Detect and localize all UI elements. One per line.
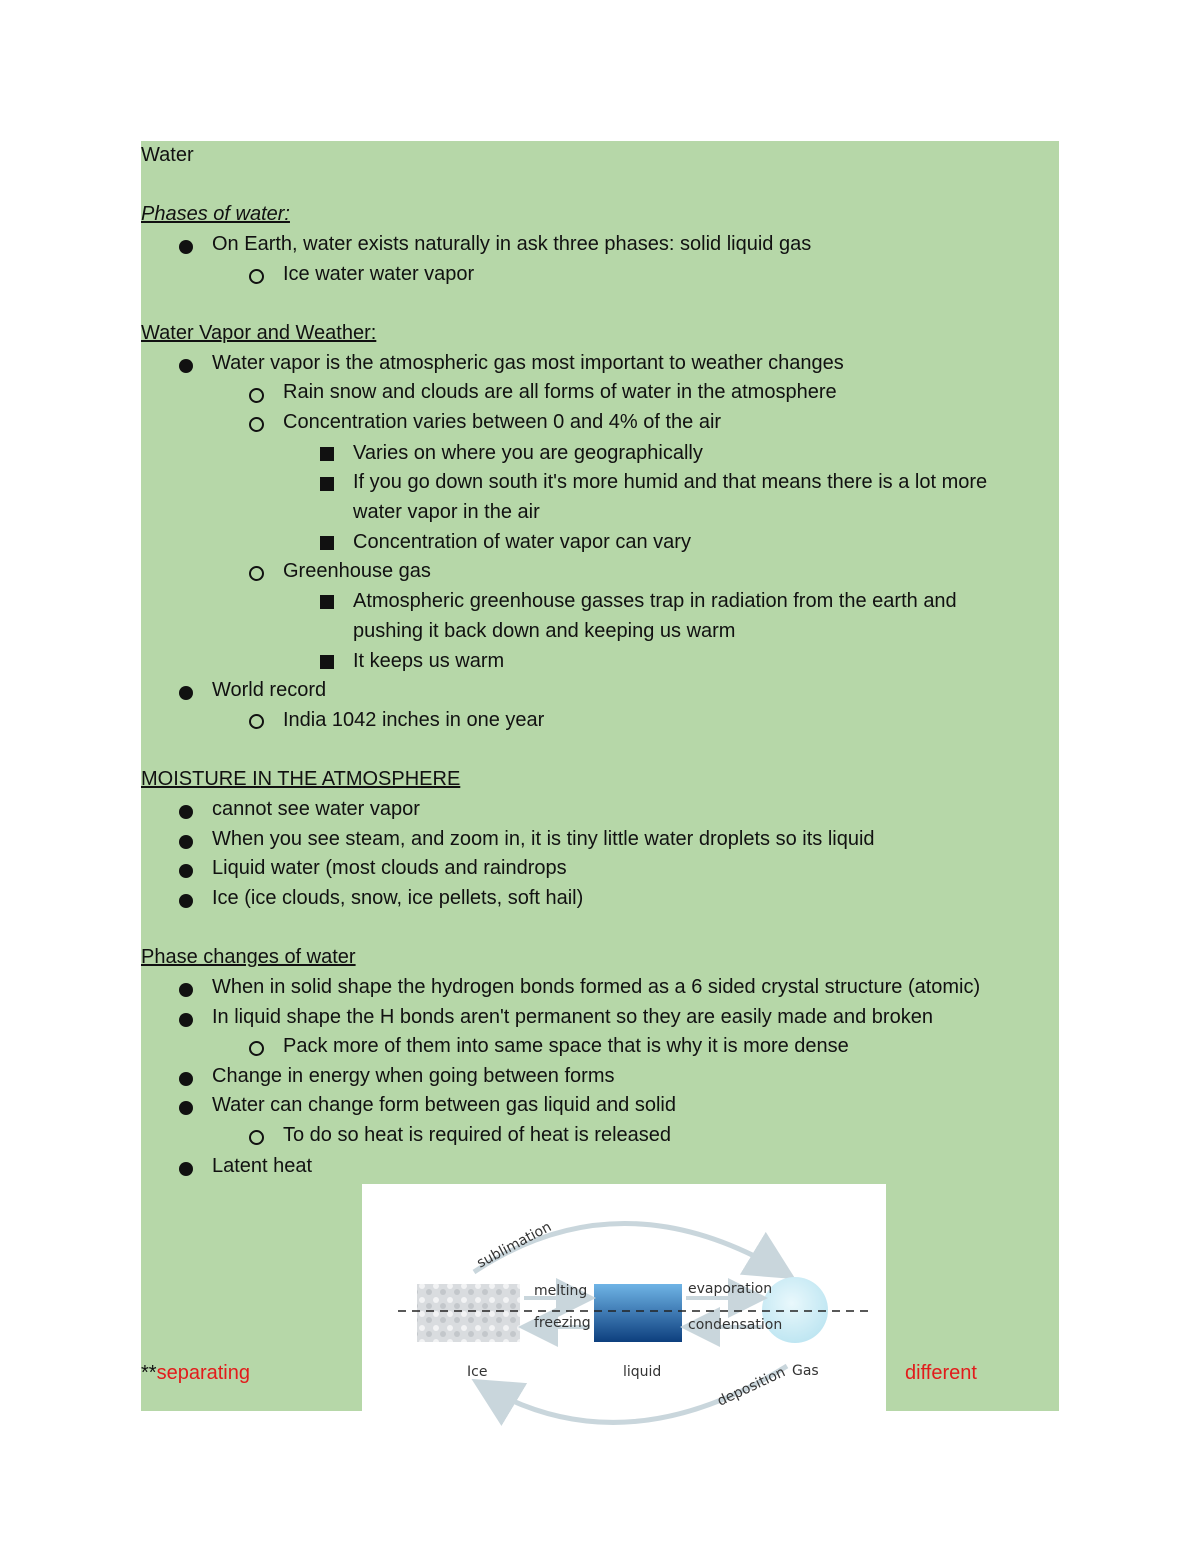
list-item: Greenhouse gas bbox=[283, 560, 431, 582]
list-item: Ice water water vapor bbox=[283, 263, 475, 285]
bullet-icon bbox=[179, 1162, 193, 1176]
bullet-icon bbox=[179, 835, 193, 849]
freezing-label: freezing bbox=[534, 1315, 591, 1331]
asterisks: ** bbox=[141, 1362, 157, 1384]
list-item: Concentration varies between 0 and 4% of the air bbox=[283, 411, 722, 433]
list-item: Rain snow and clouds are all forms of water in the atmosphere bbox=[283, 381, 837, 403]
bullet-icon bbox=[179, 1013, 193, 1027]
list-item: cannot see water vapor bbox=[212, 798, 420, 820]
separating-word: separating bbox=[156, 1362, 250, 1384]
page-title: Water bbox=[141, 144, 194, 166]
square-bullet-icon bbox=[320, 477, 334, 491]
hollow-bullet-icon bbox=[249, 269, 264, 284]
hollow-bullet-icon bbox=[249, 417, 264, 432]
bullet-icon bbox=[179, 359, 193, 373]
square-bullet-icon bbox=[320, 655, 334, 669]
gas-label: Gas bbox=[792, 1363, 819, 1379]
ice-label: Ice bbox=[467, 1364, 488, 1380]
section-heading-phase-changes: Phase changes of water bbox=[141, 946, 356, 968]
bullet-icon bbox=[179, 983, 193, 997]
list-item: Change in energy when going between forms bbox=[212, 1065, 615, 1087]
section-heading-vapor: Water Vapor and Weather: bbox=[141, 322, 377, 344]
hollow-bullet-icon bbox=[249, 714, 264, 729]
list-item: Ice (ice clouds, snow, ice pellets, soft hail) bbox=[212, 887, 584, 909]
square-bullet-icon bbox=[320, 595, 334, 609]
list-item: When you see steam, and zoom in, it is tiny little water droplets so its liquid bbox=[212, 828, 875, 850]
list-item: On Earth, water exists naturally in ask three phases: solid liquid gas bbox=[212, 233, 812, 255]
hollow-bullet-icon bbox=[249, 1041, 264, 1056]
hollow-bullet-icon bbox=[249, 388, 264, 403]
section-heading-moisture: MOISTURE IN THE ATMOSPHERE bbox=[141, 768, 461, 790]
list-item-continuation: pushing it back down and keeping us warm bbox=[353, 620, 736, 642]
bullet-icon bbox=[179, 894, 193, 908]
evaporation-label: evaporation bbox=[688, 1281, 773, 1297]
footer-right-text: different bbox=[905, 1362, 977, 1384]
bullet-icon bbox=[179, 805, 193, 819]
deposition-label: deposition bbox=[714, 1364, 788, 1410]
water-block bbox=[594, 1284, 682, 1342]
bullet-icon bbox=[179, 1072, 193, 1086]
phase-change-diagram-svg bbox=[362, 1184, 886, 1434]
list-item: Water can change form between gas liquid and solid bbox=[212, 1094, 676, 1116]
list-item: World record bbox=[212, 679, 327, 701]
phase-change-diagram bbox=[362, 1184, 886, 1434]
square-bullet-icon bbox=[320, 447, 334, 461]
list-item: Atmospheric greenhouse gasses trap in radiation from the earth and bbox=[353, 590, 957, 612]
list-item: Pack more of them into same space that is why it is more dense bbox=[283, 1035, 849, 1057]
bullet-icon bbox=[179, 240, 193, 254]
list-item: Latent heat bbox=[212, 1155, 313, 1177]
list-item: When in solid shape the hydrogen bonds formed as a 6 sided crystal structure (atomic) bbox=[212, 976, 981, 998]
list-item: India 1042 inches in one year bbox=[283, 709, 545, 731]
condensation-label: condensation bbox=[688, 1317, 783, 1333]
bullet-icon bbox=[179, 864, 193, 878]
ice-block bbox=[417, 1284, 520, 1342]
list-item: If you go down south it's more humid and that means there is a lot more bbox=[353, 471, 988, 493]
list-item-continuation: water vapor in the air bbox=[353, 501, 540, 523]
section-heading-phases: Phases of water: bbox=[141, 203, 290, 225]
square-bullet-icon bbox=[320, 536, 334, 550]
hollow-bullet-icon bbox=[249, 566, 264, 581]
list-item: Water vapor is the atmospheric gas most important to weather changes bbox=[212, 352, 844, 374]
liquid-label: liquid bbox=[623, 1364, 662, 1380]
list-item: To do so heat is required of heat is released bbox=[283, 1124, 672, 1146]
list-item: Concentration of water vapor can vary bbox=[353, 531, 691, 553]
list-item: It keeps us warm bbox=[353, 650, 505, 672]
bullet-icon bbox=[179, 1101, 193, 1115]
sublimation-label: sublimation bbox=[474, 1218, 555, 1272]
hollow-bullet-icon bbox=[249, 1130, 264, 1145]
bullet-icon bbox=[179, 686, 193, 700]
footer-left-text bbox=[141, 1358, 250, 1388]
list-item: Varies on where you are geographically bbox=[353, 442, 703, 464]
melting-label: melting bbox=[534, 1283, 588, 1299]
list-item: Liquid water (most clouds and raindrops bbox=[212, 857, 567, 879]
list-item: In liquid shape the H bonds aren't permanent so they are easily made and broken bbox=[212, 1006, 933, 1028]
